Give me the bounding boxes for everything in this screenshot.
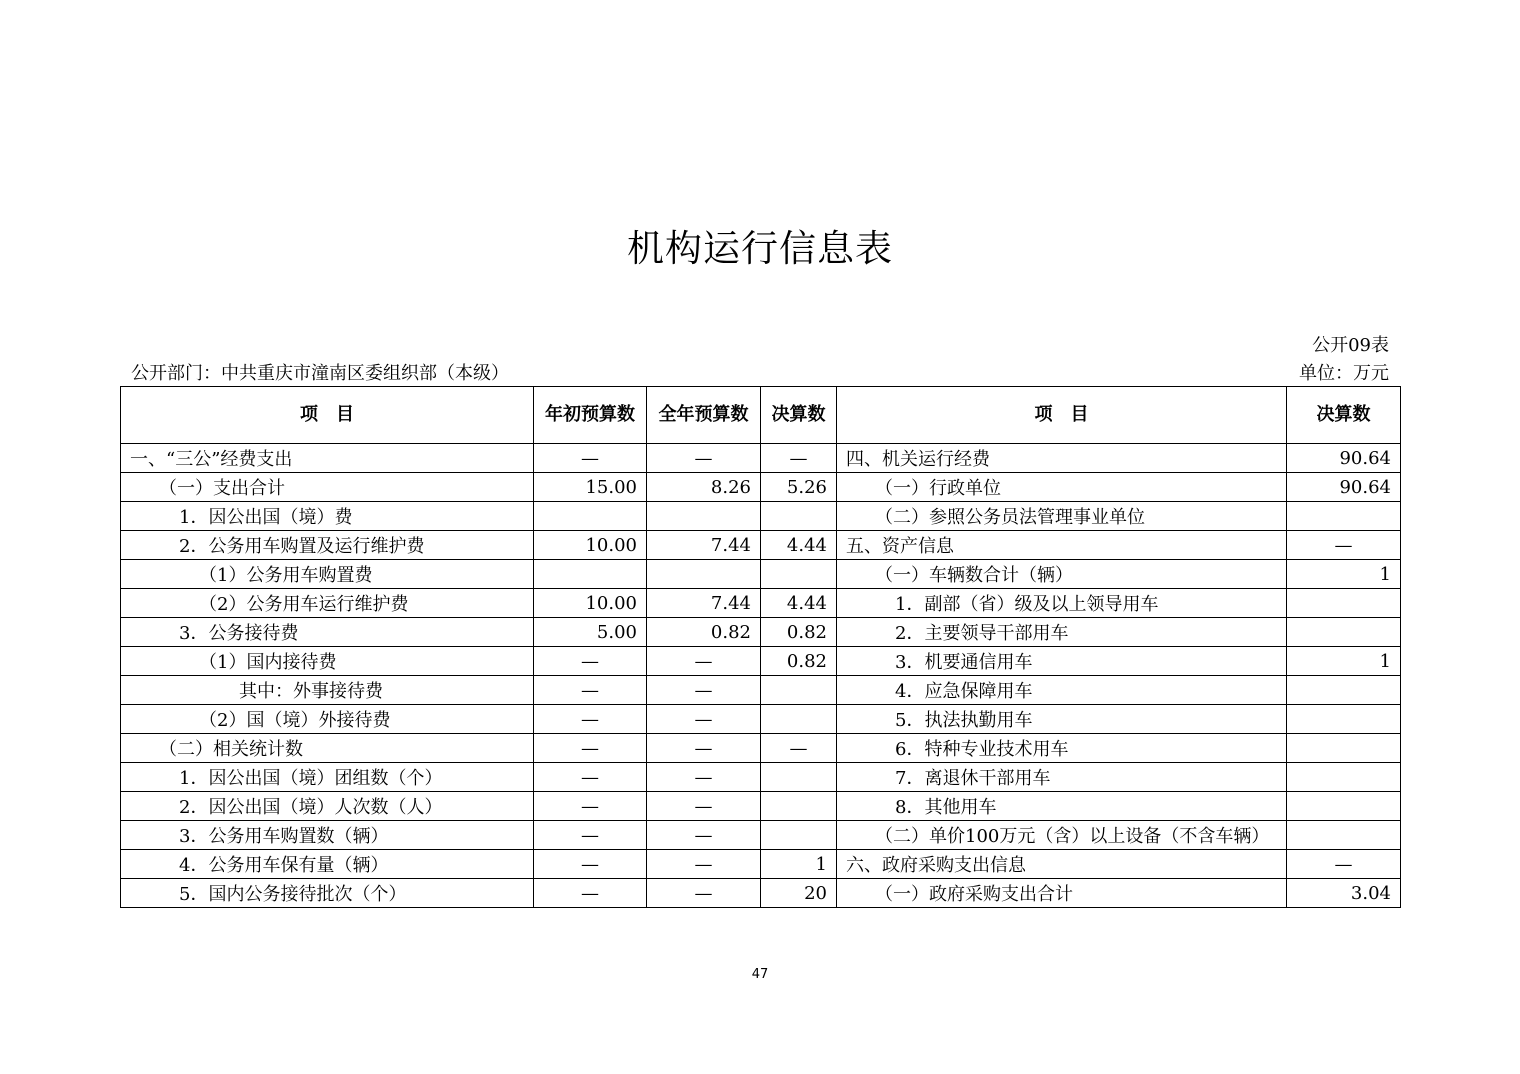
cell-budget-full: — [647,676,761,705]
row-label-right: 3．机要通信用车 [837,647,1287,676]
cell-budget-initial: — [534,850,647,879]
cell-budget-full: — [647,821,761,850]
cell-budget-full: 7.44 [647,589,761,618]
cell-final [761,502,837,531]
page-title: 机构运行信息表 [627,227,893,270]
cell-budget-full: — [647,879,761,908]
cell-budget-initial: — [534,734,647,763]
row-label-left: 4．公务用车保有量（辆） [121,850,534,879]
cell-final [761,763,837,792]
table-row [121,763,1401,792]
cell-final-right [1287,792,1401,821]
cell-final-right [1287,821,1401,850]
cell-final-right: 3.04 [1287,879,1401,908]
table-row [121,705,1401,734]
cell-final: 4.44 [761,589,837,618]
table-row [121,473,1401,502]
cell-final-right: 1 [1287,560,1401,589]
table-row [121,734,1401,763]
cell-final-right: 1 [1287,647,1401,676]
row-label-left: （2）公务用车运行维护费 [121,589,534,618]
cell-budget-initial: 10.00 [534,531,647,560]
row-label-right: 6．特种专业技术用车 [837,734,1287,763]
row-label-left: 1．因公出国（境）团组数（个） [121,763,534,792]
table-row [121,879,1401,908]
cell-final-right: 90.64 [1287,444,1401,473]
cell-final-right [1287,705,1401,734]
row-label-right: （一）车辆数合计（辆） [837,560,1287,589]
cell-budget-initial: 5.00 [534,618,647,647]
table-row [121,531,1401,560]
cell-budget-full: — [647,792,761,821]
cell-final [761,560,837,589]
unit-label: 单位：万元 [1299,363,1389,384]
row-label-left: （二）相关统计数 [121,734,534,763]
cell-final: 1 [761,850,837,879]
row-label-left: 2．公务用车购置及运行维护费 [121,531,534,560]
row-label-left: 3．公务用车购置数（辆） [121,821,534,850]
cell-final-right [1287,589,1401,618]
cell-budget-full: 0.82 [647,618,761,647]
cell-final: 20 [761,879,837,908]
table-row [121,821,1401,850]
header-budget-initial: 年初预算数 [534,387,647,444]
cell-budget-initial [534,502,647,531]
cell-budget-full: 7.44 [647,531,761,560]
info-table [120,386,1401,908]
header-budget-full: 全年预算数 [647,387,761,444]
table-row [121,850,1401,879]
page-number: 47 [751,967,769,982]
row-label-left: 5．国内公务接待批次（个） [121,879,534,908]
cell-budget-full: 8.26 [647,473,761,502]
cell-budget-full: — [647,734,761,763]
row-label-right: 4．应急保障用车 [837,676,1287,705]
table-row [121,792,1401,821]
cell-budget-full: — [647,444,761,473]
table-row [121,502,1401,531]
row-label-right: （二）单价100万元（含）以上设备（不含车辆） [837,821,1287,850]
cell-budget-initial: — [534,676,647,705]
cell-budget-initial: — [534,705,647,734]
cell-budget-initial: — [534,879,647,908]
cell-budget-initial: 10.00 [534,589,647,618]
row-label-right: 7．离退休干部用车 [837,763,1287,792]
cell-final [761,792,837,821]
row-label-left: （1）国内接待费 [121,647,534,676]
cell-final: — [761,734,837,763]
cell-final-right [1287,676,1401,705]
cell-final: 0.82 [761,647,837,676]
row-label-left: 3．公务接待费 [121,618,534,647]
cell-final-right [1287,502,1401,531]
cell-budget-full: — [647,850,761,879]
row-label-right: 六、政府采购支出信息 [837,850,1287,879]
cell-budget-full [647,502,761,531]
row-label-right: 2．主要领导干部用车 [837,618,1287,647]
cell-final: — [761,444,837,473]
row-label-left: （1）公务用车购置费 [121,560,534,589]
table-row [121,589,1401,618]
row-label-left: 1．因公出国（境）费 [121,502,534,531]
row-label-left: （2）国（境）外接待费 [121,705,534,734]
cell-budget-full: — [647,763,761,792]
cell-budget-full: — [647,647,761,676]
table-row [121,560,1401,589]
cell-budget-full: — [647,705,761,734]
cell-budget-initial [534,560,647,589]
header-final: 决算数 [761,387,837,444]
cell-final [761,821,837,850]
table-row [121,618,1401,647]
row-label-right: 8．其他用车 [837,792,1287,821]
row-label-right: （二）参照公务员法管理事业单位 [837,502,1287,531]
cell-budget-initial: — [534,821,647,850]
row-label-right: （一）行政单位 [837,473,1287,502]
cell-final-right [1287,763,1401,792]
header-final-right: 决算数 [1287,387,1401,444]
row-label-left: （一）支出合计 [121,473,534,502]
row-label-right: （一）政府采购支出合计 [837,879,1287,908]
cell-final: 0.82 [761,618,837,647]
row-label-right: 四、机关运行经费 [837,444,1287,473]
header-item-left: 项 目 [121,387,534,444]
cell-final-right: — [1287,531,1401,560]
table-row [121,676,1401,705]
cell-budget-initial: — [534,647,647,676]
row-label-right: 1．副部（省）级及以上领导用车 [837,589,1287,618]
cell-budget-initial: — [534,444,647,473]
row-label-right: 五、资产信息 [837,531,1287,560]
row-label-right: 5．执法执勤用车 [837,705,1287,734]
cell-final-right [1287,618,1401,647]
table-row [121,444,1401,473]
row-label-left: 其中：外事接待费 [121,676,534,705]
table-header-row [121,387,1401,444]
department-label: 公开部门：中共重庆市潼南区委组织部（本级） [131,363,509,384]
cell-final-right: 90.64 [1287,473,1401,502]
cell-final-right: — [1287,850,1401,879]
form-number: 公开09表 [1312,335,1389,356]
cell-final [761,705,837,734]
cell-final: 5.26 [761,473,837,502]
header-item-right: 项 目 [837,387,1287,444]
row-label-left: 一、“三公”经费支出 [121,444,534,473]
cell-budget-initial: — [534,792,647,821]
row-label-left: 2．因公出国（境）人次数（人） [121,792,534,821]
cell-final [761,676,837,705]
cell-final: 4.44 [761,531,837,560]
table-row [121,647,1401,676]
cell-budget-full [647,560,761,589]
cell-budget-initial: 15.00 [534,473,647,502]
cell-budget-initial: — [534,763,647,792]
cell-final-right [1287,734,1401,763]
